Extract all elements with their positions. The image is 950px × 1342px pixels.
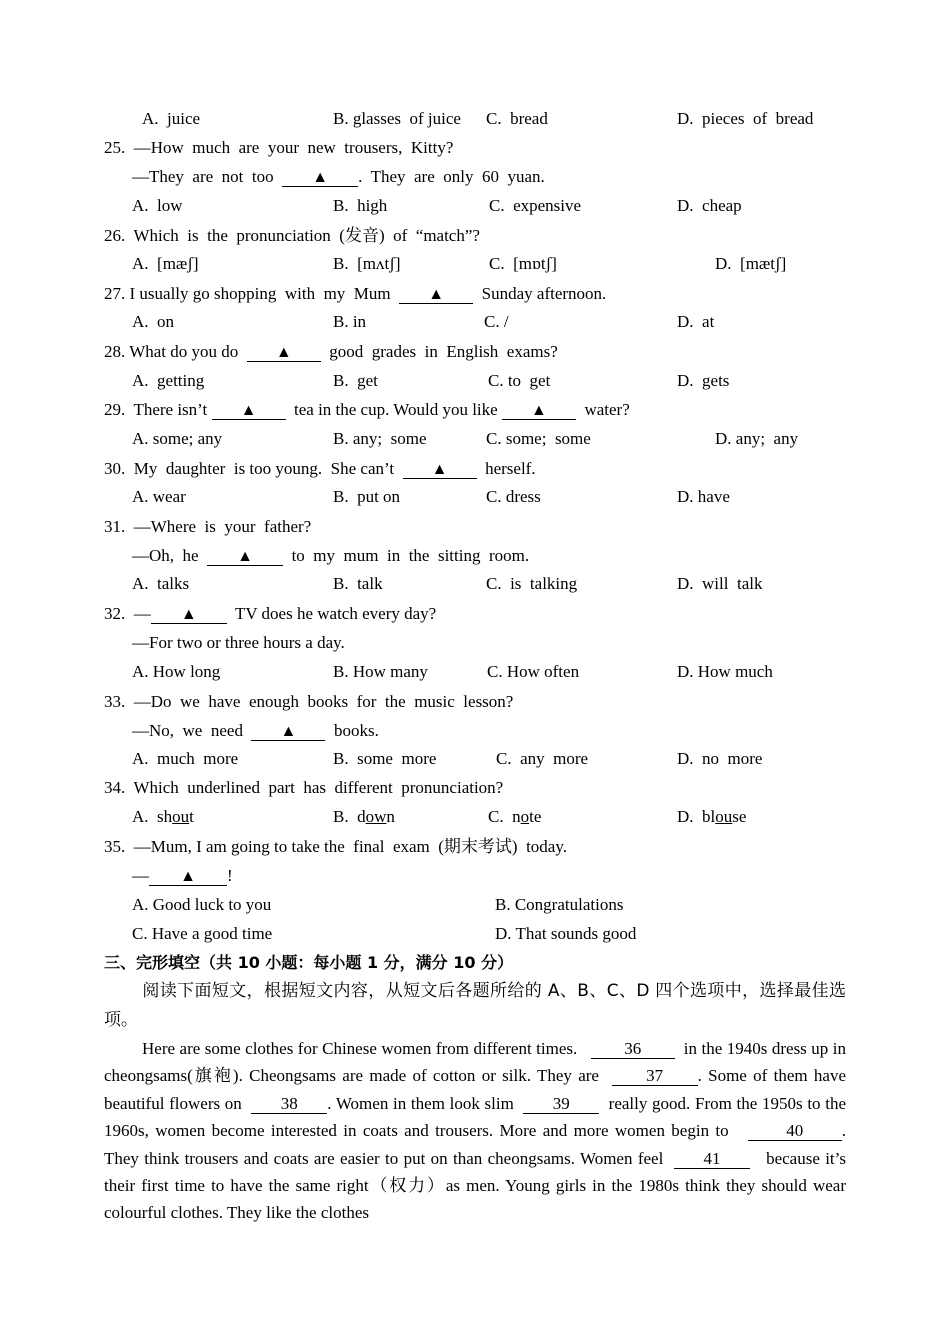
q35-option-b: B. Congratulations xyxy=(495,895,624,914)
blank-37[interactable]: 37 xyxy=(612,1067,698,1086)
q25-line2 xyxy=(132,167,545,187)
q29-option-a: A. some; any xyxy=(132,429,223,448)
q25-option-b: B. high xyxy=(333,196,388,215)
blank-triangle-icon: ▲ xyxy=(280,723,297,740)
q29-text-b: tea in the cup. Would you like xyxy=(294,400,498,419)
q28-blank[interactable] xyxy=(247,344,321,362)
q29-text-a: 29. There isn’t xyxy=(104,400,208,419)
q31-stem: 31. —Where is your father? xyxy=(104,517,312,536)
q29-blank-2[interactable] xyxy=(502,402,576,420)
q33-stem: 33. —Do we have enough books for the music lesson? xyxy=(104,692,514,711)
q35-text-a: — xyxy=(132,866,149,885)
q33-option-c: C. any more xyxy=(496,749,589,768)
q34-option-c: C. note xyxy=(488,807,542,826)
q31-option-d: D. will talk xyxy=(677,574,763,593)
blank-triangle-icon: ▲ xyxy=(237,548,253,565)
q34-option-d: D. blouse xyxy=(677,807,747,826)
section-instructions: 阅读下面短文，根据短文内容，从短文后各题所给的 A、B、C、D 四个选项中，选择最佳选项。 xyxy=(104,981,846,1030)
underlined-part: o xyxy=(520,807,530,826)
q32-option-d: D. How much xyxy=(677,662,773,681)
q31-text-a: —Oh, he xyxy=(132,546,199,565)
q35-option-c: C. Have a good time xyxy=(132,924,273,943)
q25-blank[interactable] xyxy=(282,169,358,187)
q30-option-a: A. wear xyxy=(132,487,186,506)
q30-option-b: B. put on xyxy=(333,487,401,506)
q31-line2 xyxy=(132,546,529,566)
q35-stem: 35. —Mum, I am going to take the final exam (期末考试) today. xyxy=(104,837,568,856)
q30-option-d: D. have xyxy=(677,487,730,506)
q29-option-b: B. any; some xyxy=(333,429,427,448)
q33-option-b: B. some more xyxy=(333,749,437,768)
underlined-part: ou xyxy=(172,807,190,826)
q28-text-a: 28. What do you do xyxy=(104,342,239,361)
q31-blank[interactable] xyxy=(207,548,283,566)
q27-option-b: B. in xyxy=(333,312,367,331)
q25-option-d: D. cheap xyxy=(677,196,742,215)
q32-stem xyxy=(104,604,436,624)
q29-text-c: water? xyxy=(584,400,630,419)
blank-triangle-icon: ▲ xyxy=(531,402,547,419)
q29-stem xyxy=(104,400,630,420)
blank-triangle-icon: ▲ xyxy=(431,461,448,478)
q29-option-c: C. some; some xyxy=(486,429,591,448)
q31-option-b: B. talk xyxy=(333,574,383,593)
q29-option-d: D. any; any xyxy=(715,429,799,448)
q30-stem xyxy=(104,459,536,479)
q28-stem xyxy=(104,342,558,362)
q32-text-b: TV does he watch every day? xyxy=(234,604,437,623)
q32-blank[interactable] xyxy=(151,606,227,624)
q25-text-a: —They are not too xyxy=(132,167,274,186)
q26-option-a: A. [mæʃ] xyxy=(132,254,199,273)
underlined-part: ow xyxy=(365,807,387,826)
q34-stem: 34. Which underlined part has different pronunciation? xyxy=(104,778,504,797)
q34-option-a: A. shout xyxy=(132,807,194,826)
q33-line2 xyxy=(132,721,379,741)
blank-36[interactable]: 36 xyxy=(591,1040,675,1059)
q33-text-b: books. xyxy=(333,721,379,740)
q33-option-a: A. much more xyxy=(132,749,239,768)
q35-option-d: D. That sounds good xyxy=(495,924,637,943)
q33-option-d: D. no more xyxy=(677,749,763,768)
q30-blank[interactable] xyxy=(403,461,477,479)
q26-option-d: D. [mætʃ] xyxy=(715,254,787,273)
blank-triangle-icon: ▲ xyxy=(312,169,329,186)
q35-option-a: A. Good luck to you xyxy=(132,895,272,914)
cloze-passage: Here are some clothes for Chinese women from different times. 36 in the 1940s dress up in cheongsams(旗袍). Cheongsams are made of cotton or silk. They are 37 . Some of them have beautiful flowers on 38 . Women in them look slim 39 really good. From the 1950s to the 1960s, women become interested in coats and trousers. More and more women begin to 40 . They think trousers and coats are easier to put on than cheongsams. Women feel 41 because it’s their first time to have the same right（权力）as men. Young girls in the 1980s think they should wear colourful clothes. They like the clothes xyxy=(104,1039,847,1223)
blank-triangle-icon: ▲ xyxy=(180,606,197,623)
q25-stem: 25. —How much are your new trousers, Kitty? xyxy=(104,138,454,157)
q27-text-b: Sunday afternoon. xyxy=(481,284,607,303)
q28-option-d: D. gets xyxy=(677,371,730,390)
q27-option-c: C. / xyxy=(484,312,509,331)
q30-text-a: 30. My daughter is too young. She can’t xyxy=(104,459,395,478)
blank-triangle-icon: ▲ xyxy=(180,868,196,885)
q26-stem: 26. Which is the pronunciation (发音) of “match”? xyxy=(104,226,480,245)
q31-option-a: A. talks xyxy=(132,574,190,593)
q25-option-a: A. low xyxy=(132,196,183,215)
q24-option-a: A. juice xyxy=(142,109,201,128)
q26-option-c: C. [mɒtʃ] xyxy=(489,254,557,273)
q25-text-b: . They are only 60 yuan. xyxy=(358,167,545,186)
q32-option-b: B. How many xyxy=(333,662,428,681)
q30-option-c: C. dress xyxy=(486,487,541,506)
blank-triangle-icon: ▲ xyxy=(240,402,257,419)
blank-triangle-icon: ▲ xyxy=(275,344,292,361)
q33-text-a: —No, we need xyxy=(132,721,243,740)
q24-option-d: D. pieces of bread xyxy=(677,109,814,128)
q35-line2 xyxy=(132,866,233,886)
q29-blank-1[interactable] xyxy=(212,402,286,420)
q31-option-c: C. is talking xyxy=(486,574,578,593)
section-heading: 三、完形填空（共 10 小题：每小题 1 分，满分 10 分） xyxy=(104,953,514,972)
q27-stem xyxy=(104,284,606,304)
blank-triangle-icon: ▲ xyxy=(428,286,445,303)
q35-blank[interactable] xyxy=(149,868,227,886)
q32-text-a: 32. — xyxy=(104,604,151,623)
q28-text-b: good grades in English exams? xyxy=(329,342,558,361)
q32-line2: —For two or three hours a day. xyxy=(132,633,345,652)
q33-blank[interactable] xyxy=(251,723,325,741)
q35-text-b: ! xyxy=(227,866,233,885)
q34-option-b: B. down xyxy=(333,807,395,826)
q32-option-c: C. How often xyxy=(487,662,580,681)
blank-38[interactable]: 38 xyxy=(251,1095,327,1114)
q32-option-a: A. How long xyxy=(132,662,221,681)
q28-option-b: B. get xyxy=(333,371,378,390)
underlined-part: ou xyxy=(715,807,733,826)
q27-text-a: 27. I usually go shopping with my Mum xyxy=(104,284,391,303)
q26-option-b: B. [mʌtʃ] xyxy=(333,254,401,273)
q24-option-c: C. bread xyxy=(486,109,548,128)
q31-text-b: to my mum in the sitting room. xyxy=(291,546,530,565)
blank-40[interactable]: 40 xyxy=(748,1122,842,1141)
blank-41[interactable]: 41 xyxy=(674,1150,750,1169)
q27-option-d: D. at xyxy=(677,312,715,331)
q27-blank[interactable] xyxy=(399,286,473,304)
q28-option-c: C. to get xyxy=(488,371,551,390)
q24-option-b: B. glasses of juice xyxy=(333,109,461,128)
blank-39[interactable]: 39 xyxy=(523,1095,599,1114)
q30-text-b: herself. xyxy=(485,459,536,478)
q25-option-c: C. expensive xyxy=(489,196,582,215)
q27-option-a: A. on xyxy=(132,312,175,331)
q28-option-a: A. getting xyxy=(132,371,205,390)
